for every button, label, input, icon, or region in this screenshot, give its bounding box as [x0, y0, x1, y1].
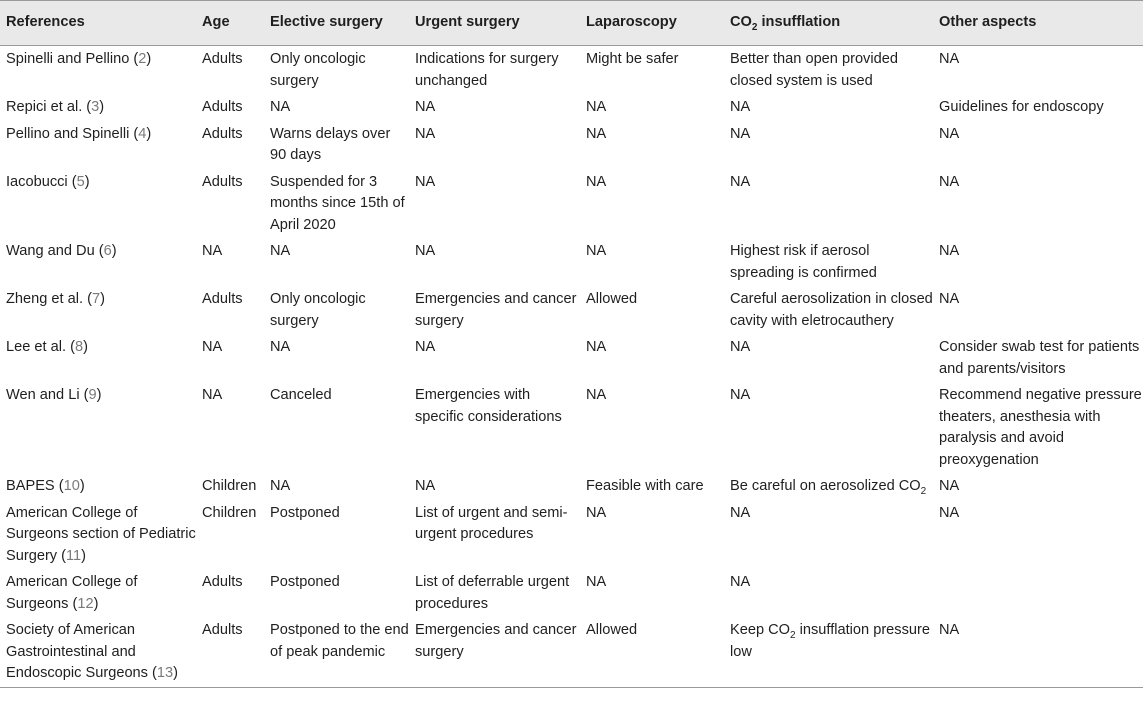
- cell-reference: Spinelli and Pellino (2): [6, 51, 152, 67]
- reference-number-link[interactable]: 2: [138, 51, 147, 67]
- cell-urgent-surgery: Emergencies and cancer surgery: [409, 617, 580, 687]
- table-row: [0, 382, 1143, 473]
- header-urgent-surgery: Urgent surgery: [409, 1, 580, 46]
- cell-laparoscopy: NA: [586, 387, 607, 403]
- cell-urgent-surgery: NA: [415, 173, 436, 190]
- cell-co2-insufflation: Highest risk if aerosol spreading is confirmed: [730, 243, 877, 281]
- cell-elective-surgery: NA: [270, 99, 291, 115]
- reference-number-link[interactable]: 11: [66, 547, 82, 564]
- reference-number-link[interactable]: 7: [92, 291, 101, 307]
- header-co2-insufflation: $CO_2$ insufflation: [724, 1, 933, 46]
- cell-laparoscopy: Allowed: [580, 617, 724, 687]
- cell-co2-insufflation: NA: [730, 387, 751, 403]
- cell-age: Adults: [202, 173, 243, 190]
- cell-other-aspects: Guidelines for endoscopy: [939, 99, 1104, 115]
- cell-age: Children: [202, 504, 257, 521]
- cell-age: Adults: [202, 291, 243, 307]
- cell-laparoscopy: NA: [586, 173, 607, 190]
- cell-age: Adults: [196, 617, 264, 687]
- cell-elective-surgery: Suspended for 3 months since 15th of April 2020: [270, 173, 405, 233]
- cell-other-aspects: NA: [939, 51, 960, 67]
- cell-elective-surgery: Warns delays over 90 days: [270, 125, 391, 163]
- reference-number-link[interactable]: 3: [91, 99, 100, 115]
- table-row: [0, 121, 1143, 169]
- header-references: References: [0, 1, 196, 46]
- header-elective-surgery: Elective surgery: [264, 1, 409, 46]
- table-row: [0, 238, 1143, 286]
- cell-reference: Wang and Du (6): [6, 243, 117, 259]
- header-other-aspects: Other aspects: [933, 1, 1143, 46]
- table-row: [0, 569, 1143, 617]
- cell-elective-surgery: Postponed: [270, 504, 340, 521]
- table-row: [0, 473, 1143, 500]
- cell-other-aspects: NA: [933, 617, 1143, 687]
- cell-age: Adults: [202, 574, 243, 590]
- reference-number-link[interactable]: 12: [77, 595, 94, 612]
- cell-co2-insufflation: Keep $CO_2$ insufflation pressure low: [724, 617, 933, 687]
- cell-co2-insufflation: NA: [730, 99, 751, 115]
- cell-elective-surgery: Postponed to the end of peak pandemic: [264, 617, 409, 687]
- cell-other-aspects: NA: [939, 504, 960, 521]
- cell-urgent-surgery: NA: [415, 99, 436, 115]
- cell-other-aspects: NA: [939, 291, 960, 307]
- cell-reference: Pellino and Spinelli (4): [6, 125, 152, 142]
- cell-other-aspects: NA: [939, 125, 960, 142]
- reference-number-link[interactable]: 6: [103, 243, 112, 259]
- header-age: Age: [196, 1, 264, 46]
- cell-reference: Repici et al. (3): [6, 99, 105, 115]
- cell-co2-insufflation: NA: [730, 173, 751, 190]
- cell-reference: American College of Surgeons (12): [6, 574, 138, 612]
- cell-urgent-surgery: NA: [415, 125, 436, 142]
- cell-reference: Society of American Gastrointestinal and Endoscopic Surgeons (13): [0, 617, 196, 687]
- cell-urgent-surgery: List of deferrable urgent procedures: [415, 574, 570, 612]
- table-row: [0, 286, 1143, 334]
- reference-number-link[interactable]: 10: [63, 478, 80, 494]
- cell-co2-insufflation: Be careful on aerosolized $CO_2$: [730, 478, 927, 497]
- cell-laparoscopy: NA: [586, 99, 607, 115]
- cell-reference: BAPES (10): [6, 478, 85, 494]
- cell-elective-surgery: NA: [270, 339, 291, 355]
- cell-laparoscopy: NA: [586, 125, 607, 142]
- cell-laparoscopy: Allowed: [586, 291, 638, 307]
- header-laparoscopy: Laparoscopy: [580, 1, 724, 46]
- cell-other-aspects: NA: [939, 478, 960, 494]
- cell-laparoscopy: NA: [586, 504, 607, 521]
- cell-urgent-surgery: Emergencies with specific considerations: [415, 387, 562, 425]
- cell-other-aspects: NA: [939, 173, 960, 190]
- cell-co2-insufflation: NA: [730, 339, 751, 355]
- reference-number-link[interactable]: 8: [74, 339, 84, 355]
- cell-laparoscopy: NA: [586, 574, 607, 590]
- cell-reference: American College of Surgeons section of Pediatric Surgery (11): [6, 504, 196, 564]
- cell-other-aspects: [933, 569, 1143, 617]
- cell-age: Children: [202, 478, 257, 494]
- cell-urgent-surgery: NA: [415, 339, 436, 355]
- cell-urgent-surgery: Emergencies and cancer surgery: [415, 291, 577, 329]
- cell-urgent-surgery: NA: [415, 478, 436, 494]
- table-row: [0, 46, 1143, 95]
- cell-age: NA: [202, 339, 223, 355]
- cell-reference: Wen and Li (9): [6, 387, 102, 403]
- cell-age: Adults: [202, 99, 243, 115]
- reference-number-link[interactable]: 4: [138, 125, 147, 142]
- cell-other-aspects: Recommend negative pressure theaters, anesthesia with paralysis and avoid preoxygenation: [939, 387, 1142, 468]
- cell-elective-surgery: Canceled: [270, 387, 332, 403]
- cell-co2-insufflation: NA: [730, 504, 751, 521]
- cell-other-aspects: Consider swab test for patients and parents/visitors: [939, 339, 1140, 377]
- cell-laparoscopy: Feasible with care: [586, 478, 704, 494]
- cell-co2-insufflation: Better than open provided closed system is used: [730, 51, 898, 89]
- cell-co2-insufflation: NA: [730, 574, 751, 590]
- cell-elective-surgery: Only oncologic surgery: [270, 291, 366, 329]
- table-row: [0, 617, 1143, 687]
- cell-urgent-surgery: Indications for surgery unchanged: [415, 51, 559, 89]
- cell-elective-surgery: Only oncologic surgery: [270, 51, 366, 89]
- cell-co2-insufflation: NA: [730, 125, 751, 142]
- table-row: [0, 500, 1143, 570]
- cell-age: NA: [202, 243, 223, 259]
- cell-age: Adults: [202, 125, 243, 142]
- header-row: [0, 1, 1143, 46]
- cell-age: NA: [202, 387, 223, 403]
- cell-laparoscopy: NA: [586, 243, 607, 259]
- cell-age: Adults: [202, 51, 243, 67]
- reference-number-link[interactable]: 5: [76, 173, 85, 190]
- cell-laparoscopy: Might be safer: [586, 51, 679, 67]
- cell-reference: Iacobucci (5): [6, 173, 90, 190]
- table-row: [0, 94, 1143, 121]
- cell-urgent-surgery: NA: [415, 243, 436, 259]
- cell-reference: Zheng et al. (7): [6, 291, 105, 307]
- cell-reference: Lee et al. (8): [6, 339, 88, 355]
- cell-laparoscopy: NA: [586, 339, 607, 355]
- cell-co2-insufflation: Careful aerosolization in closed cavity with eletrocauthery: [730, 291, 933, 329]
- cell-elective-surgery: NA: [270, 243, 291, 259]
- cell-elective-surgery: NA: [270, 478, 291, 494]
- table-row: [0, 334, 1143, 382]
- cell-elective-surgery: Postponed: [270, 574, 340, 590]
- reference-number-link[interactable]: 13: [156, 665, 174, 681]
- cell-urgent-surgery: List of urgent and semi-urgent procedures: [415, 504, 568, 542]
- cell-other-aspects: NA: [939, 243, 960, 259]
- table-row: [0, 169, 1143, 239]
- reference-number-link[interactable]: 9: [88, 387, 97, 403]
